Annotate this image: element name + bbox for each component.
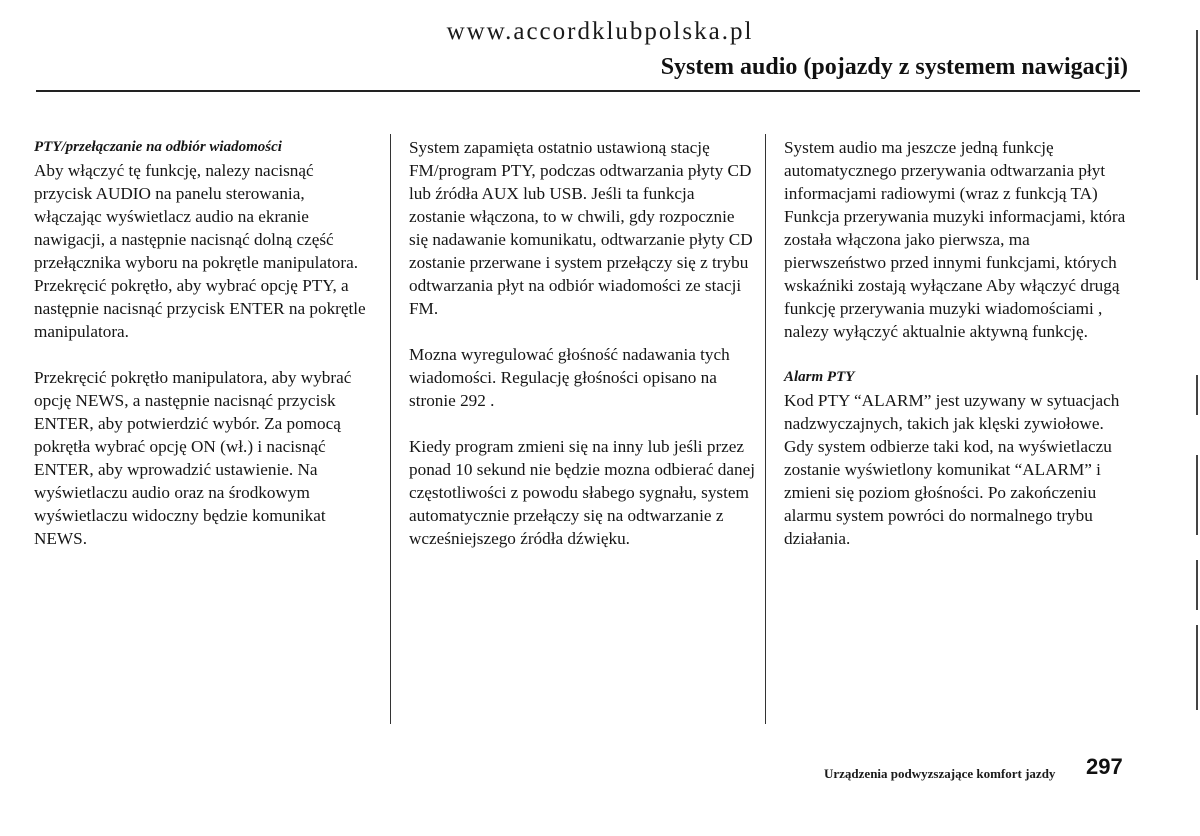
section-heading-pty-news: PTY/przełączanie na odbiór wiadomości [34, 139, 282, 155]
text-column-middle [409, 136, 755, 573]
header-divider [36, 90, 1140, 92]
paragraph: Aby włączyć tę funkcję, nalezy nacisnąć przycisk AUDIO na panelu sterowania, włączając wyświetlacz audio na ekranie nawigacji, a następnie nacisnąć dolną część przełącznika wyboru na pokrętle manipulatora. Przekręcić pokrętło, aby wybrać opcję PTY, a następnie nacisnąć przycisk ENTER na pokrętle manipulatora. [34, 161, 366, 341]
paragraph: Mozna wyregulować głośność nadawania tych wiadomości. Regulację głośności opisano na stronie 292 . [409, 345, 730, 410]
paragraph: System audio ma jeszcze jedną funkcję automatycznego przerywania odtwarzania płyt informacjami radiowymi (wraz z funkcją TA) Funkcja przerywania muzyki informacjami, która została włączona jako pierwsza, ma pierwszeństwo przed innymi funkcjami, których wskaźniki zostają wyłączane Aby włączyć drugą funkcję przerywania muzyki wiadomościami , nalezy wyłączyć aktualnie aktywną funkcję. [784, 138, 1126, 341]
paragraph: System zapamięta ostatnio ustawioną stację FM/program PTY, podczas odtwarzania płyty CD lub źródła AUX lub USB. Jeśli ta funkcja zostanie włączona, to w chwili, gdy rozpocznie się nadawanie komunikatu, odtwarzanie płyty CD zostanie przerwane i system przełączy się z trybu odtwarzania płyt na odbiór wiadomości ze stacji FM. [409, 138, 753, 318]
paragraph: Przekręcić pokrętło manipulatora, aby wybrać opcję NEWS, a następnie nacisnąć przycisk ENTER, aby potwierdzić wybór. Za pomocą pokrętła wybrać opcję ON (wł.) i nacisnąć ENTER, aby wprowadzić ustawienie. Na wyświetlaczu audio oraz na środkowym wyświetlaczu widoczny będzie komunikat NEWS. [34, 368, 352, 548]
page-number: 297 [1086, 754, 1123, 779]
footer-section-title: Urządzenia podwyzszające komfort jazdy [824, 766, 1056, 781]
column-divider [390, 134, 391, 724]
section-heading-alarm-pty: Alarm PTY [784, 369, 855, 385]
page-edge-mark [1196, 455, 1198, 535]
paragraph: Kiedy program zmieni się na inny lub jeśli przez ponad 10 sekund nie będzie mozna odbierać danej częstotliwości z powodu słabego sygnału, system automatycznie przełączy się na odtwarzanie z wcześniejszego źródła dźwięku. [409, 437, 756, 548]
watermark-url: www.accordklubpolska.pl [446, 18, 754, 45]
text-column-right [784, 136, 1132, 573]
column-divider [765, 134, 766, 724]
page-edge-mark [1196, 625, 1198, 710]
page-edge-mark [1196, 560, 1198, 610]
paragraph: Kod PTY “ALARM” jest uzywany w sytuacjach nadzwyczajnych, takich jak klęski zywiołowe. Gdy system odbierze taki kod, na wyświetlaczu zostanie wyświetlony komunikat “ALARM” i zmieni się poziom głośności. Po zakończeniu alarmu system powróci do normalnego trybu działania. [784, 391, 1120, 548]
page-edge-mark [1196, 30, 1198, 280]
text-column-left [34, 136, 370, 573]
page-edge-mark [1196, 375, 1198, 415]
page-title: System audio (pojazdy z systemem nawigacji) [660, 54, 1128, 80]
